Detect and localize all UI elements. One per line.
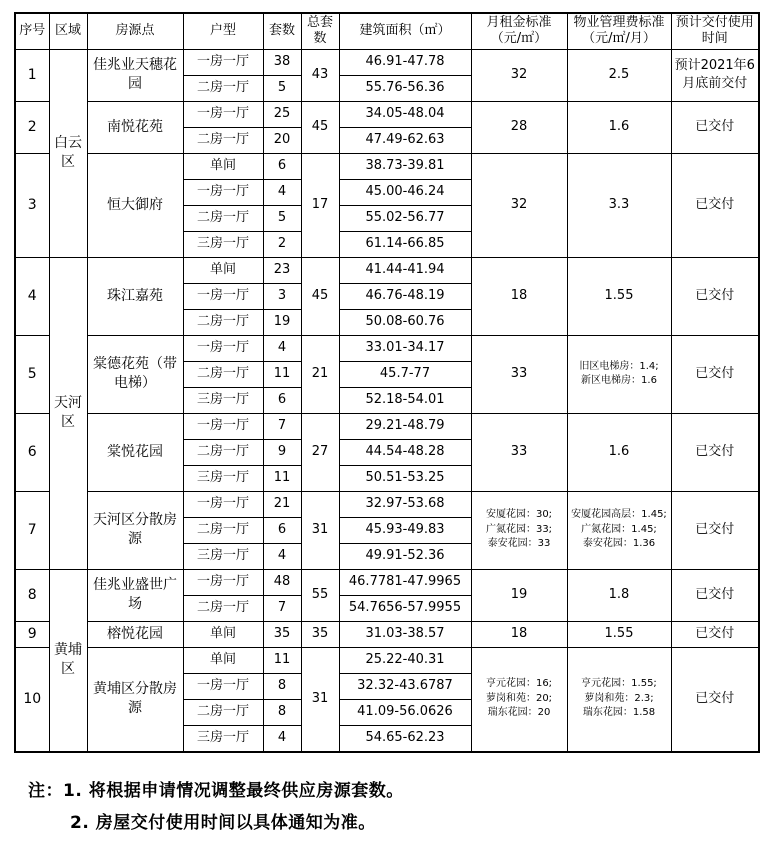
cell-unit-type: 一房一厅 [183,283,263,309]
cell-unit-type: 一房一厅 [183,673,263,699]
cell-unit-count: 6 [263,153,301,179]
header-area: 区域 [49,13,87,49]
table-row [15,413,759,439]
cell-seq: 7 [15,491,49,569]
header-delivery: 预计交付使用时间 [671,13,759,49]
cell-source: 佳兆业天穗花园 [87,49,183,101]
cell-sqm: 45.00-46.24 [339,179,471,205]
cell-unit-type: 二房一厅 [183,517,263,543]
fee-line: 亨元花园：16; [485,678,553,690]
cell-unit-type: 一房一厅 [183,179,263,205]
header-seq: 序号 [15,13,49,49]
cell-unit-type: 一房一厅 [183,101,263,127]
cell-unit-count: 11 [263,361,301,387]
cell-unit-type: 三房一厅 [183,465,263,491]
cell-fee: 1.55 [567,257,671,335]
cell-source: 榕悦花园 [87,621,183,647]
cell-unit-count: 23 [263,257,301,283]
cell-sqm: 50.51-53.25 [339,465,471,491]
cell-sqm: 54.65-62.23 [339,725,471,752]
cell-sqm: 46.76-48.19 [339,283,471,309]
cell-unit-type: 二房一厅 [183,699,263,725]
cell-seq: 6 [15,413,49,491]
header-unit-type: 户型 [183,13,263,49]
cell-unit-type: 二房一厅 [183,127,263,153]
cell-delivery: 已交付 [671,413,759,491]
fee-line: 新区电梯房：1.6 [581,375,657,386]
cell-unit-count: 48 [263,569,301,595]
cell-unit-count: 7 [263,595,301,621]
cell-area: 黄埔区 [49,569,87,752]
notes-block [14,775,758,840]
fee-line: 泰安花园：1.36 [582,538,656,550]
cell-sqm: 46.91-47.78 [339,49,471,75]
cell-area: 天河区 [49,257,87,569]
fee-line: 萝岗和苑：20; [485,692,553,704]
cell-seq: 5 [15,335,49,413]
table-body [15,49,759,752]
header-count: 套数 [263,13,301,49]
cell-delivery: 已交付 [671,335,759,413]
cell-unit-count: 38 [263,49,301,75]
cell-sqm: 45.7-77 [339,361,471,387]
cell-total: 27 [301,413,339,491]
cell-unit-count: 19 [263,309,301,335]
cell-rent: 32 [471,49,567,101]
note-line-1: 注：1. 将根据申请情况调整最终供应房源套数。 [28,780,404,801]
table-row [15,491,759,517]
cell-unit-count: 11 [263,647,301,673]
cell-unit-count: 9 [263,439,301,465]
cell-sqm: 41.44-41.94 [339,257,471,283]
table-row [15,569,759,595]
cell-unit-count: 5 [263,205,301,231]
cell-unit-type: 单间 [183,647,263,673]
cell-unit-type: 三房一厅 [183,725,263,752]
cell-seq: 10 [15,647,49,752]
cell-unit-count: 35 [263,621,301,647]
cell-unit-count: 6 [263,517,301,543]
table-row [15,49,759,75]
cell-rent: 18 [471,621,567,647]
cell-sqm: 45.93-49.83 [339,517,471,543]
cell-sqm: 38.73-39.81 [339,153,471,179]
cell-unit-type: 三房一厅 [183,543,263,569]
cell-unit-count: 25 [263,101,301,127]
cell-source: 珠江嘉苑 [87,257,183,335]
table-row [15,101,759,127]
cell-unit-count: 20 [263,127,301,153]
cell-rent [471,491,567,569]
table-row [15,257,759,283]
cell-unit-count: 4 [263,725,301,752]
cell-unit-type: 二房一厅 [183,205,263,231]
cell-total: 35 [301,621,339,647]
cell-rent: 33 [471,413,567,491]
cell-sqm: 33.01-34.17 [339,335,471,361]
cell-sqm: 41.09-56.0626 [339,699,471,725]
cell-fee [567,647,671,752]
cell-delivery: 已交付 [671,569,759,621]
cell-delivery: 已交付 [671,621,759,647]
cell-unit-type: 三房一厅 [183,387,263,413]
cell-unit-count: 2 [263,231,301,257]
cell-unit-type: 一房一厅 [183,335,263,361]
table-row [15,153,759,179]
cell-unit-type: 一房一厅 [183,413,263,439]
cell-source: 棠悦花园 [87,413,183,491]
table-row [15,335,759,361]
cell-rent: 28 [471,101,567,153]
fee-line: 旧区电梯房：1.4; [579,360,659,372]
cell-fee: 3.3 [567,153,671,257]
table-header [15,13,759,49]
cell-unit-count: 8 [263,673,301,699]
cell-unit-count: 5 [263,75,301,101]
table-row [15,621,759,647]
header-sqm: 建筑面积（㎡） [339,13,471,49]
cell-seq: 3 [15,153,49,257]
cell-unit-type: 二房一厅 [183,361,263,387]
cell-unit-count: 3 [263,283,301,309]
cell-source: 棠德花苑（带电梯） [87,335,183,413]
cell-area: 白云区 [49,49,87,257]
fee-line: 广氮花园：33; [485,523,553,535]
cell-sqm: 46.7781-47.9965 [339,569,471,595]
fee-line: 安厦花园高层：1.45; [571,509,667,521]
fee-line: 安厦花园：30; [485,509,553,521]
cell-seq: 8 [15,569,49,621]
cell-unit-type: 二房一厅 [183,309,263,335]
cell-source: 佳兆业盛世广场 [87,569,183,621]
cell-seq: 4 [15,257,49,335]
cell-unit-type: 单间 [183,621,263,647]
cell-rent: 19 [471,569,567,621]
cell-seq: 9 [15,621,49,647]
cell-unit-type: 二房一厅 [183,595,263,621]
cell-sqm: 31.03-38.57 [339,621,471,647]
fee-line: 泰安花园：33 [487,538,551,550]
cell-total: 43 [301,49,339,101]
cell-total: 17 [301,153,339,257]
note-line-2: 2. 房屋交付使用时间以具体通知为准。 [70,812,376,833]
cell-total: 31 [301,491,339,569]
cell-fee: 1.6 [567,413,671,491]
cell-unit-type: 二房一厅 [183,75,263,101]
cell-seq: 1 [15,49,49,101]
cell-fee: 1.55 [567,621,671,647]
cell-source: 恒大御府 [87,153,183,257]
fee-line: 瑞东花园：1.58 [582,707,656,719]
header-total: 总套数 [301,13,339,49]
cell-fee [567,491,671,569]
cell-sqm: 32.97-53.68 [339,491,471,517]
cell-delivery: 预计2021年6月底前交付 [671,49,759,101]
cell-unit-type: 三房一厅 [183,231,263,257]
cell-total: 21 [301,335,339,413]
header-source: 房源点 [87,13,183,49]
cell-unit-count: 11 [263,465,301,491]
cell-total: 31 [301,647,339,752]
cell-delivery: 已交付 [671,101,759,153]
cell-fee: 1.6 [567,101,671,153]
cell-unit-type: 一房一厅 [183,491,263,517]
cell-sqm: 55.76-56.36 [339,75,471,101]
cell-unit-count: 21 [263,491,301,517]
cell-sqm: 34.05-48.04 [339,101,471,127]
cell-sqm: 44.54-48.28 [339,439,471,465]
fee-line: 亨元花园：1.55; [581,678,657,690]
cell-unit-count: 7 [263,413,301,439]
fee-line: 瑞东花园：20 [487,707,551,719]
cell-source: 天河区分散房源 [87,491,183,569]
cell-sqm: 54.7656-57.9955 [339,595,471,621]
cell-sqm: 47.49-62.63 [339,127,471,153]
cell-unit-count: 8 [263,699,301,725]
cell-sqm: 55.02-56.77 [339,205,471,231]
table-header-row [15,13,759,49]
cell-delivery: 已交付 [671,153,759,257]
cell-delivery: 已交付 [671,491,759,569]
cell-source: 黄埔区分散房源 [87,647,183,752]
cell-sqm: 52.18-54.01 [339,387,471,413]
cell-fee [567,335,671,413]
cell-unit-type: 一房一厅 [183,569,263,595]
cell-rent: 32 [471,153,567,257]
cell-total: 45 [301,257,339,335]
cell-unit-type: 单间 [183,257,263,283]
cell-sqm: 29.21-48.79 [339,413,471,439]
cell-rent [471,647,567,752]
cell-unit-count: 4 [263,543,301,569]
cell-rent: 18 [471,257,567,335]
cell-sqm: 49.91-52.36 [339,543,471,569]
cell-seq: 2 [15,101,49,153]
cell-delivery: 已交付 [671,257,759,335]
cell-sqm: 61.14-66.85 [339,231,471,257]
cell-unit-type: 单间 [183,153,263,179]
header-rent: 月租金标准（元/㎡） [471,13,567,49]
cell-sqm: 32.32-43.6787 [339,673,471,699]
cell-total: 45 [301,101,339,153]
fee-line: 广氮花园：1.45; [581,523,657,535]
cell-rent: 33 [471,335,567,413]
cell-unit-type: 一房一厅 [183,49,263,75]
cell-fee: 1.8 [567,569,671,621]
header-fee: 物业管理费标准（元/㎡/月） [567,13,671,49]
housing-supply-table [14,12,760,753]
cell-unit-count: 4 [263,179,301,205]
cell-unit-count: 6 [263,387,301,413]
cell-delivery: 已交付 [671,647,759,752]
cell-unit-count: 4 [263,335,301,361]
cell-fee: 2.5 [567,49,671,101]
cell-source: 南悦花苑 [87,101,183,153]
cell-unit-type: 二房一厅 [183,439,263,465]
fee-line: 萝岗和苑：2.3; [584,692,654,704]
cell-sqm: 50.08-60.76 [339,309,471,335]
table-row [15,647,759,673]
cell-total: 55 [301,569,339,621]
cell-sqm: 25.22-40.31 [339,647,471,673]
